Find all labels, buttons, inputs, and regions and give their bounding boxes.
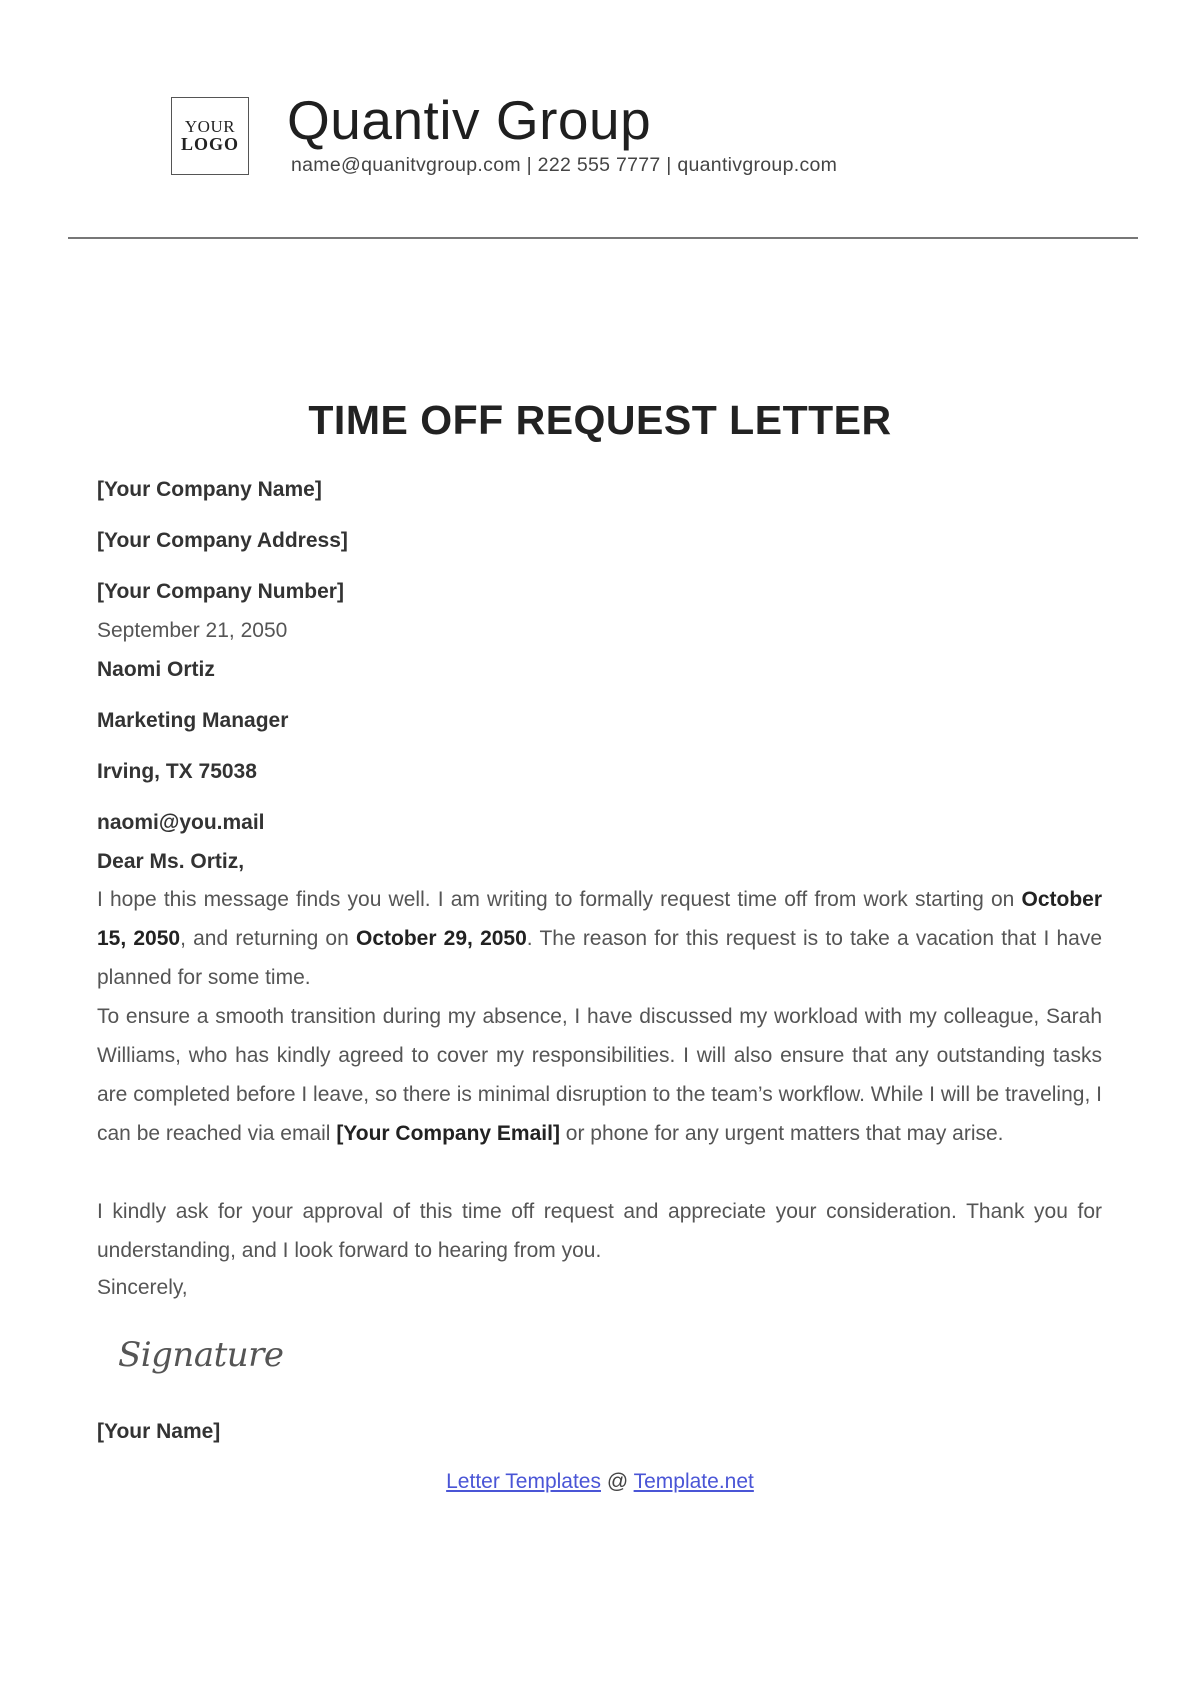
body-paragraph-3: I kindly ask for your approval of this time off request and appreciate your consideration. Thank you for understanding, and I look forward to hearing from you. bbox=[97, 1200, 1102, 1262]
letter-date: September 21, 2050 bbox=[97, 619, 288, 642]
logo-text-line1: YOUR bbox=[184, 116, 236, 136]
signer-name: [Your Name] bbox=[97, 1420, 221, 1443]
sender-company-address: [Your Company Address] bbox=[97, 529, 348, 552]
footer-credit bbox=[0, 1470, 1200, 1494]
return-date: October 29, 2050 bbox=[355, 927, 527, 950]
sender-company-name: [Your Company Name] bbox=[97, 478, 322, 501]
logo-text-line2: LOGO bbox=[180, 134, 239, 155]
signature-image: Signature bbox=[118, 1335, 284, 1375]
closing: Sincerely, bbox=[97, 1276, 188, 1299]
start-date: October 15, 2050 bbox=[97, 888, 1102, 950]
footer-separator: @ bbox=[601, 1470, 634, 1493]
sender-company-number: [Your Company Number] bbox=[97, 580, 344, 603]
recipient-location: Irving, TX 75038 bbox=[97, 760, 257, 783]
document-title: TIME OFF REQUEST LETTER bbox=[308, 397, 892, 443]
header-divider bbox=[68, 237, 1138, 239]
letter-templates-link[interactable]: Letter Templates bbox=[446, 1470, 601, 1493]
company-contact-line: name@quanitvgroup.com | 222 555 7777 | quantivgroup.com bbox=[291, 154, 838, 176]
company-email-placeholder: [Your Company Email] bbox=[336, 1122, 560, 1145]
salutation: Dear Ms. Ortiz, bbox=[97, 850, 245, 873]
body-paragraph-2: To ensure a smooth transition during my absence, I have discussed my workload with my colleague, Sarah Williams, who has kindly agreed to cover my responsibilities. I will also ensure that any outstanding tasks are completed before I leave, so there is minimal disruption to the team’s workflow. While I will be traveling, I can be reached via email [Your Company Email] or phone for any urgent matters that may arise. bbox=[97, 1005, 1102, 1145]
recipient-name: Naomi Ortiz bbox=[97, 658, 215, 681]
recipient-email: naomi@you.mail bbox=[97, 811, 265, 834]
recipient-title: Marketing Manager bbox=[97, 709, 289, 732]
company-logo bbox=[171, 97, 249, 175]
company-name-heading: Quantiv Group bbox=[287, 89, 652, 151]
body-paragraph-1: I hope this message finds you well. I am writing to formally request time off from work starting on October 15, 2050, and returning on October 29, 2050. The reason for this request is to take a vacation that I have planned for some time. bbox=[97, 888, 1103, 989]
template-net-link[interactable]: Template.net bbox=[633, 1470, 754, 1493]
